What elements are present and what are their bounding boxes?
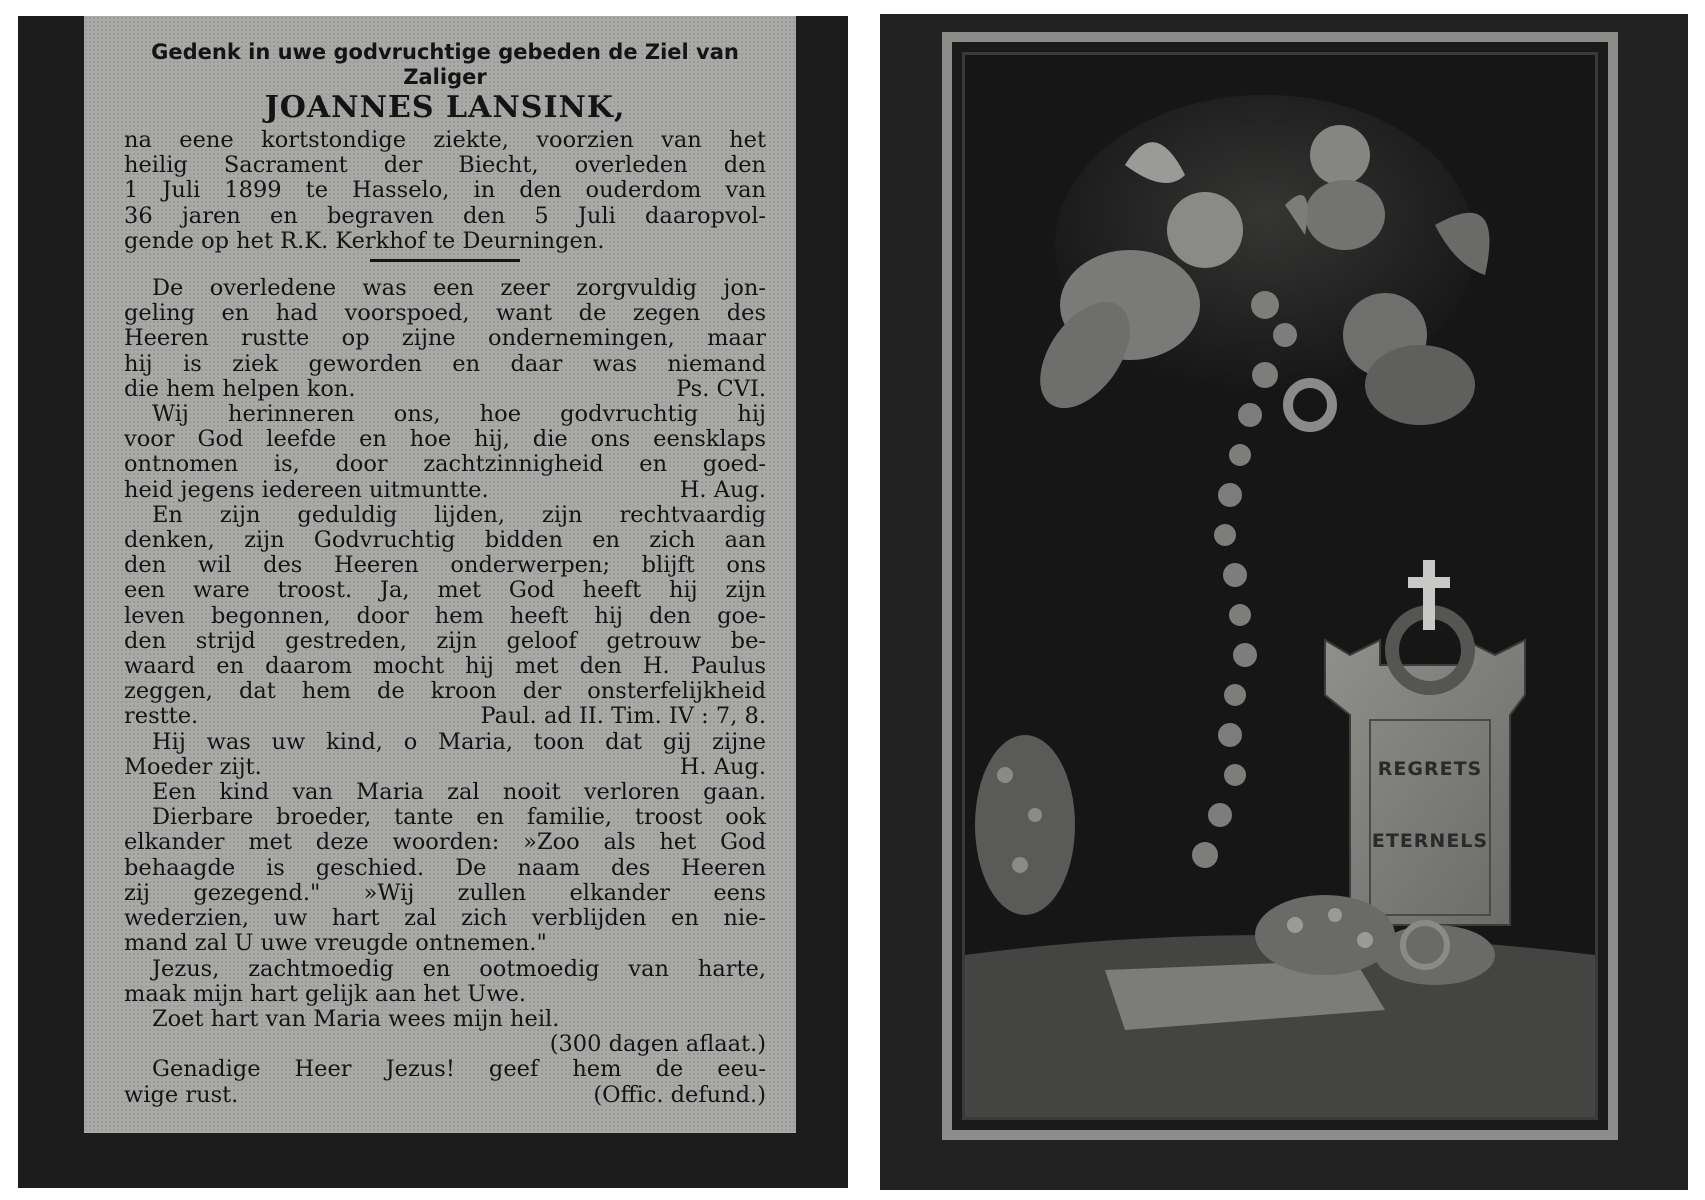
text-line: een ware troost. Ja, met God heeft hij zijn — [124, 577, 766, 604]
tombstone-text-line2: ETERNELS — [1371, 830, 1489, 852]
scripture-reference: Paul. ad II. Tim. IV : 7, 8. — [480, 703, 766, 730]
text-line: die hem helpen kon. — [124, 375, 356, 402]
text-line: denken, zijn Godvruchtig bidden en zich aan — [124, 527, 766, 554]
text-line: zeggen, dat hem de kroon der onsterfelijkheid — [124, 678, 766, 705]
intro-line: heilig Sacrament der Biecht, overleden den — [124, 152, 766, 179]
prayer-line: Zoet hart van Maria wees mijn heil. — [152, 1005, 560, 1032]
text-line: den wil des Heeren onderwerpen; blijft ons — [124, 552, 766, 579]
text-line: Dierbare broeder, tante en familie, troost ook — [152, 804, 766, 831]
text-line: mand zal U uwe vreugde ontnemen." — [124, 930, 547, 957]
text-line: elkander met deze woorden: »Zoo als het God — [124, 829, 766, 856]
scripture-reference: H. Aug. — [679, 476, 766, 503]
intro-line: na eene kortstondige ziekte, voorzien van het — [124, 127, 766, 153]
tombstone-text-line1: REGRETS — [1377, 758, 1483, 780]
reference-line — [124, 704, 766, 729]
memorial-card-image-side — [880, 14, 1688, 1190]
deceased-name: JOANNES LANSINK, — [264, 90, 626, 125]
scripture-reference: H. Aug. — [679, 753, 766, 780]
text-line: voor God leefde en hoe hij, die ons eensklaps — [124, 426, 766, 453]
reference-line — [124, 1083, 766, 1108]
indulgence-note: (300 dagen aflaat.) — [549, 1031, 766, 1058]
rose-bush — [975, 735, 1075, 915]
text-line: wederzien, uw hart zal zich verblijden en nie- — [124, 905, 766, 932]
header-line-1: Gedenk in uwe godvruchtige gebeden de Ziel van — [151, 40, 739, 64]
text-line: wige rust. — [124, 1081, 239, 1108]
text-line: Moeder zijt. — [124, 753, 262, 780]
image-frame — [942, 32, 1618, 1140]
intro-line: 36 jaren en begraven den 5 Juli daaropvol- — [124, 202, 766, 229]
text-line: Een kind van Maria zal nooit verloren gaan. — [152, 779, 766, 806]
text-line: leven begonnen, door hem heeft hij den goe- — [124, 602, 766, 629]
prayer-line: maak mijn hart gelijk aan het Uwe. — [124, 980, 526, 1007]
header-line-2: Zaliger — [403, 65, 487, 89]
text-panel — [84, 16, 796, 1133]
text-line: Wij herinneren ons, hoe godvruchtig hij — [152, 401, 766, 428]
text-line: geling en had voorspoed, want de zegen des — [124, 300, 766, 327]
scripture-reference: Ps. CVI. — [676, 375, 766, 402]
scripture-reference: (Offic. defund.) — [593, 1081, 766, 1108]
reference-line — [124, 377, 766, 402]
intro-block — [124, 128, 766, 254]
image-inner-frame — [962, 52, 1598, 1120]
memorial-card-text-side — [18, 16, 848, 1188]
prayer-line: Genadige Heer Jezus! geef hem de eeu- — [152, 1056, 766, 1083]
reference-line — [124, 478, 766, 503]
body-text — [124, 276, 766, 1108]
text-line: En zijn geduldig lijden, zijn rechtvaardig — [152, 501, 766, 528]
intro-line: gende op het R.K. Kerkhof te Deurningen. — [124, 227, 605, 254]
text-line: behaagde is geschied. De naam des Heeren — [124, 854, 766, 881]
intro-line: 1 Juli 1899 te Hasselo, in den ouderdom van — [124, 177, 766, 204]
text-line: ontnomen is, door zachtzinnigheid en goed- — [124, 451, 766, 478]
text-line: den strijd gestreden, zijn geloof getrouw be- — [124, 627, 766, 654]
text-line: Heeren rustte op zijne ondernemingen, maar — [124, 325, 766, 352]
text-line: restte. — [124, 703, 199, 730]
text-line: De overledene was een zeer zorgvuldig jon- — [152, 275, 766, 302]
reference-line — [124, 755, 766, 780]
divider — [370, 259, 520, 262]
text-line: Hij was uw kind, o Maria, toon dat gij zijne — [152, 728, 766, 755]
text-line: hij is ziek geworden en daar was niemand — [124, 350, 766, 377]
memorial-illustration — [965, 55, 1595, 1117]
text-line: waard en daarom mocht hij met den H. Paulus — [124, 653, 766, 680]
text-line: zij gezegend." »Wij zullen elkander eens — [124, 879, 766, 906]
prayer-line: Jezus, zachtmoedig en ootmoedig van harte, — [152, 955, 766, 982]
text-line: heid jegens iedereen uitmuntte. — [124, 476, 489, 503]
